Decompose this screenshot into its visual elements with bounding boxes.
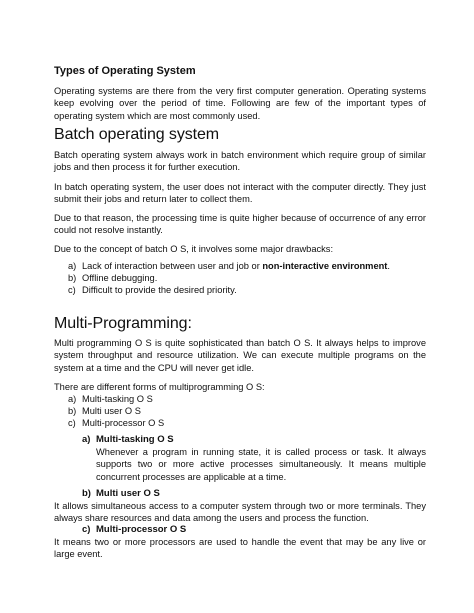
batch-paragraph-1: Batch operating system always work in batch environment which require group of similar jobs and then process it for further execution.	[54, 150, 426, 173]
list-item: b) Offline debugging.	[68, 273, 158, 283]
batch-heading: Batch operating system	[54, 126, 219, 143]
types-intro-paragraph: Operating systems are there from the very first computer generation. Operating systems keep evolving over the period of time. Following are few of the important types of operating system which are most commonly used.	[54, 86, 426, 121]
list-item: c) Multi-processor O S	[68, 418, 165, 428]
multi-processor-paragraph: It means two or more processors are used to handle the event that may be any live or large event.	[54, 537, 426, 560]
multi-paragraph-2: There are different forms of multiprogramming O S:	[54, 382, 265, 392]
multi-processor-subheading: c) Multi-processor O S	[82, 524, 187, 535]
drawbacks-list	[68, 260, 428, 296]
list-item: a) Multi-tasking O S	[68, 394, 153, 404]
multi-programming-heading: Multi-Programming:	[54, 315, 192, 332]
multi-paragraph-1: Multi programming O S is quite sophisticated than batch O S. It always helps to improve system throughput and resource utilization. We can execute multiple programs on the system at a time and the CPU will never get idle.	[54, 338, 426, 373]
batch-paragraph-3: Due to that reason, the processing time is quite higher because of occurrence of any error could not resolve instantly.	[54, 213, 426, 236]
multi-tasking-subheading: a) Multi-tasking O S	[82, 434, 174, 445]
forms-list	[68, 393, 368, 429]
multi-user-subheading: b) Multi user O S	[82, 488, 160, 499]
batch-paragraph-2: In batch operating system, the user does not interact with the computer directly. They just submit their jobs and return later to collect them.	[54, 182, 426, 205]
list-item: b) Multi user O S	[68, 406, 141, 416]
list-item: c) Difficult to provide the desired priority.	[68, 285, 237, 295]
types-title: Types of Operating System	[54, 65, 196, 77]
list-item: a) Lack of interaction between user and job or non-interactive environment.	[68, 261, 390, 271]
multi-user-paragraph: It allows simultaneous access to a computer system through two or more terminals. They always share resources and data among the users and process the function.	[54, 501, 426, 524]
multi-tasking-paragraph: Whenever a program in running state, it is called process or task. It always supports two or more active processes simultaneously. It means multiple concurrent processes are applicable at a time.	[96, 447, 426, 482]
batch-paragraph-4: Due to the concept of batch O S, it involves some major drawbacks:	[54, 244, 334, 254]
